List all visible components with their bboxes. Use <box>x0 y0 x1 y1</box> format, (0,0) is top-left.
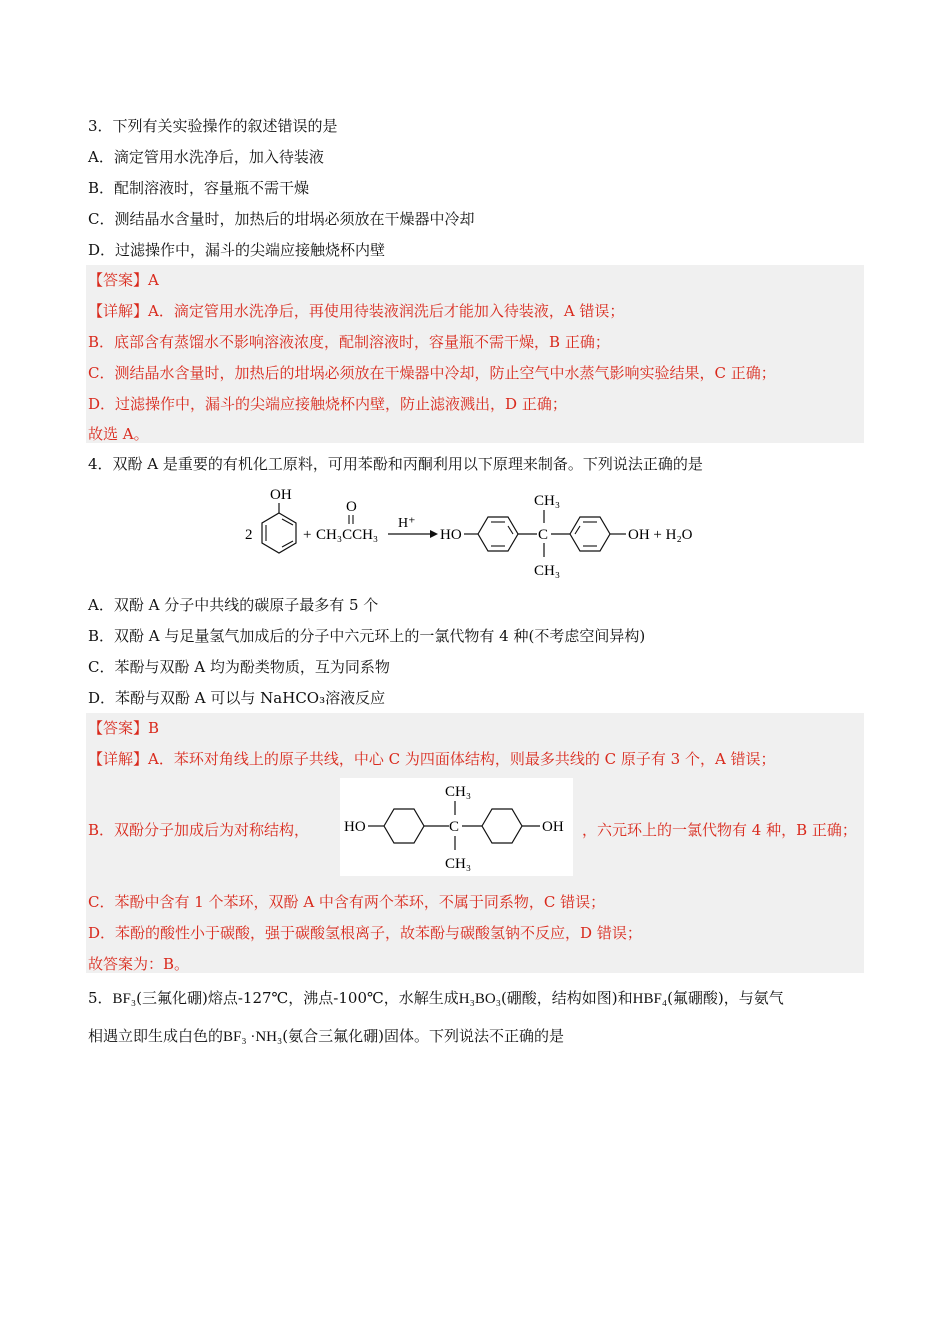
q4-explanation-d: D．苯酚的酸性小于碳酸，强于碳酸氢根离子，故苯酚与碳酸氢钠不反应，D 错误； <box>88 924 642 942</box>
structure-ho: HO <box>344 819 366 835</box>
q4-conclusion: 故答案为：B。 <box>88 955 190 973</box>
q3-option-a: A．滴定管用水洗净后，加入待装液 <box>88 148 324 166</box>
q3-stem: 3．下列有关实验操作的叙述错误的是 <box>88 117 338 135</box>
q4-explanation-c: C．苯酚中含有 1 个苯环，双酚 A 中含有两个苯环，不属于同系物，C 错误； <box>88 893 606 911</box>
q5-h3bo3: H₃BO₃ <box>458 991 501 1007</box>
q4-option-c: C．苯酚与双酚 A 均为酚类物质，互为同系物 <box>88 658 390 676</box>
q5-stem-line2 <box>88 1026 564 1047</box>
q4-explanation-a: 【详解】A．苯环对角线上的原子共线，中心 C 为四面体结构，则最多共线的 C 原子有 3 个，A 错误； <box>88 750 776 768</box>
hydrogenated-structure-box <box>340 778 573 876</box>
structure-oh: OH <box>542 819 564 835</box>
q3-explanation-a: 【详解】A．滴定管用水洗净后，再使用待装液润洗后才能加入待装液，A 错误； <box>88 302 625 320</box>
q5-text-3: (氟硼酸)，与氨气 <box>667 989 784 1007</box>
q4-answer: 【答案】B <box>88 719 160 737</box>
q3-conclusion: 故选 A。 <box>88 425 149 443</box>
q4-option-b: B．双酚 A 与足量氢气加成后的分子中六元环上的一氯代物有 4 种(不考虑空间异构) <box>88 627 646 645</box>
product-central-c: C <box>538 527 549 543</box>
q3-option-b: B．配制溶液时，容量瓶不需干燥 <box>88 179 310 197</box>
q5-bf3: BF₃ <box>112 991 137 1007</box>
phenol-coefficient: 2 <box>245 527 253 543</box>
q4-option-a: A．双酚 A 分子中共线的碳原子最多有 5 个 <box>88 596 379 614</box>
structure-central-c: C <box>449 819 460 835</box>
product-tail: OH + H₂O <box>628 527 693 543</box>
acetone-formula: CH₃CCH₃ <box>316 527 379 543</box>
q4-option-d: D．苯酚与双酚 A 可以与 NaHCO₃溶液反应 <box>88 689 386 707</box>
product-ho: HO <box>440 527 462 543</box>
q3-option-d: D．过滤操作中，漏斗的尖端应接触烧杯内壁 <box>88 241 386 259</box>
q3-explanation-c: C．测结晶水含量时，加热后的坩埚必须放在干燥器中冷却，防止空气中水蒸气影响实验结果，C 正确； <box>88 364 776 382</box>
q5-text-4: 相遇立即生成白色的 <box>88 1027 224 1045</box>
q4-explanation-b-post: ，六元环上的一氯代物有 4 种，B 正确； <box>582 821 857 839</box>
q5-stem-line1 <box>88 988 784 1009</box>
q4-reaction-scheme <box>240 483 720 583</box>
hydrogenated-structure <box>340 778 573 876</box>
structure-ch3-top: CH₃ <box>445 784 472 800</box>
product-ch3-top: CH₃ <box>534 493 561 509</box>
q5-text-2: (硼酸，结构如图)和 <box>500 989 633 1007</box>
product-ch3-bottom: CH₃ <box>534 563 561 579</box>
catalyst-label: H⁺ <box>398 516 416 531</box>
q5-number: 5． <box>88 989 113 1007</box>
q3-explanation-b: B．底部含有蒸馏水不影响溶液浓度，配制溶液时，容量瓶不需干燥，B 正确； <box>88 333 610 351</box>
q5-text-1: (三氟化硼)熔点-127℃，沸点-100℃，水解生成 <box>136 989 459 1007</box>
q5-hbf4: HBF₄ <box>632 991 668 1007</box>
acetone-o: O <box>346 499 357 515</box>
structure-ch3-bottom: CH₃ <box>445 856 472 872</box>
phenol-oh: OH <box>270 487 292 503</box>
q5-text-5: (氨合三氟化硼)固体。下列说法不正确的是 <box>282 1027 564 1045</box>
q4-stem: 4．双酚 A 是重要的有机化工原料，可用苯酚和丙酮利用以下原理来制备。下列说法正确的是 <box>88 455 703 473</box>
q4-explanation-b-pre: B．双酚分子加成后为对称结构， <box>88 821 310 839</box>
q3-explanation-d: D．过滤操作中，漏斗的尖端应接触烧杯内壁，防止滤液溅出，D 正确； <box>88 395 567 413</box>
reaction-plus: + <box>303 527 312 543</box>
q3-answer: 【答案】A <box>88 271 159 289</box>
q3-option-c: C．测结晶水含量时，加热后的坩埚必须放在干燥器中冷却 <box>88 210 475 228</box>
q5-bf3nh3: BF₃ ·NH₃ <box>223 1029 283 1045</box>
q3-answer-band <box>86 265 864 443</box>
